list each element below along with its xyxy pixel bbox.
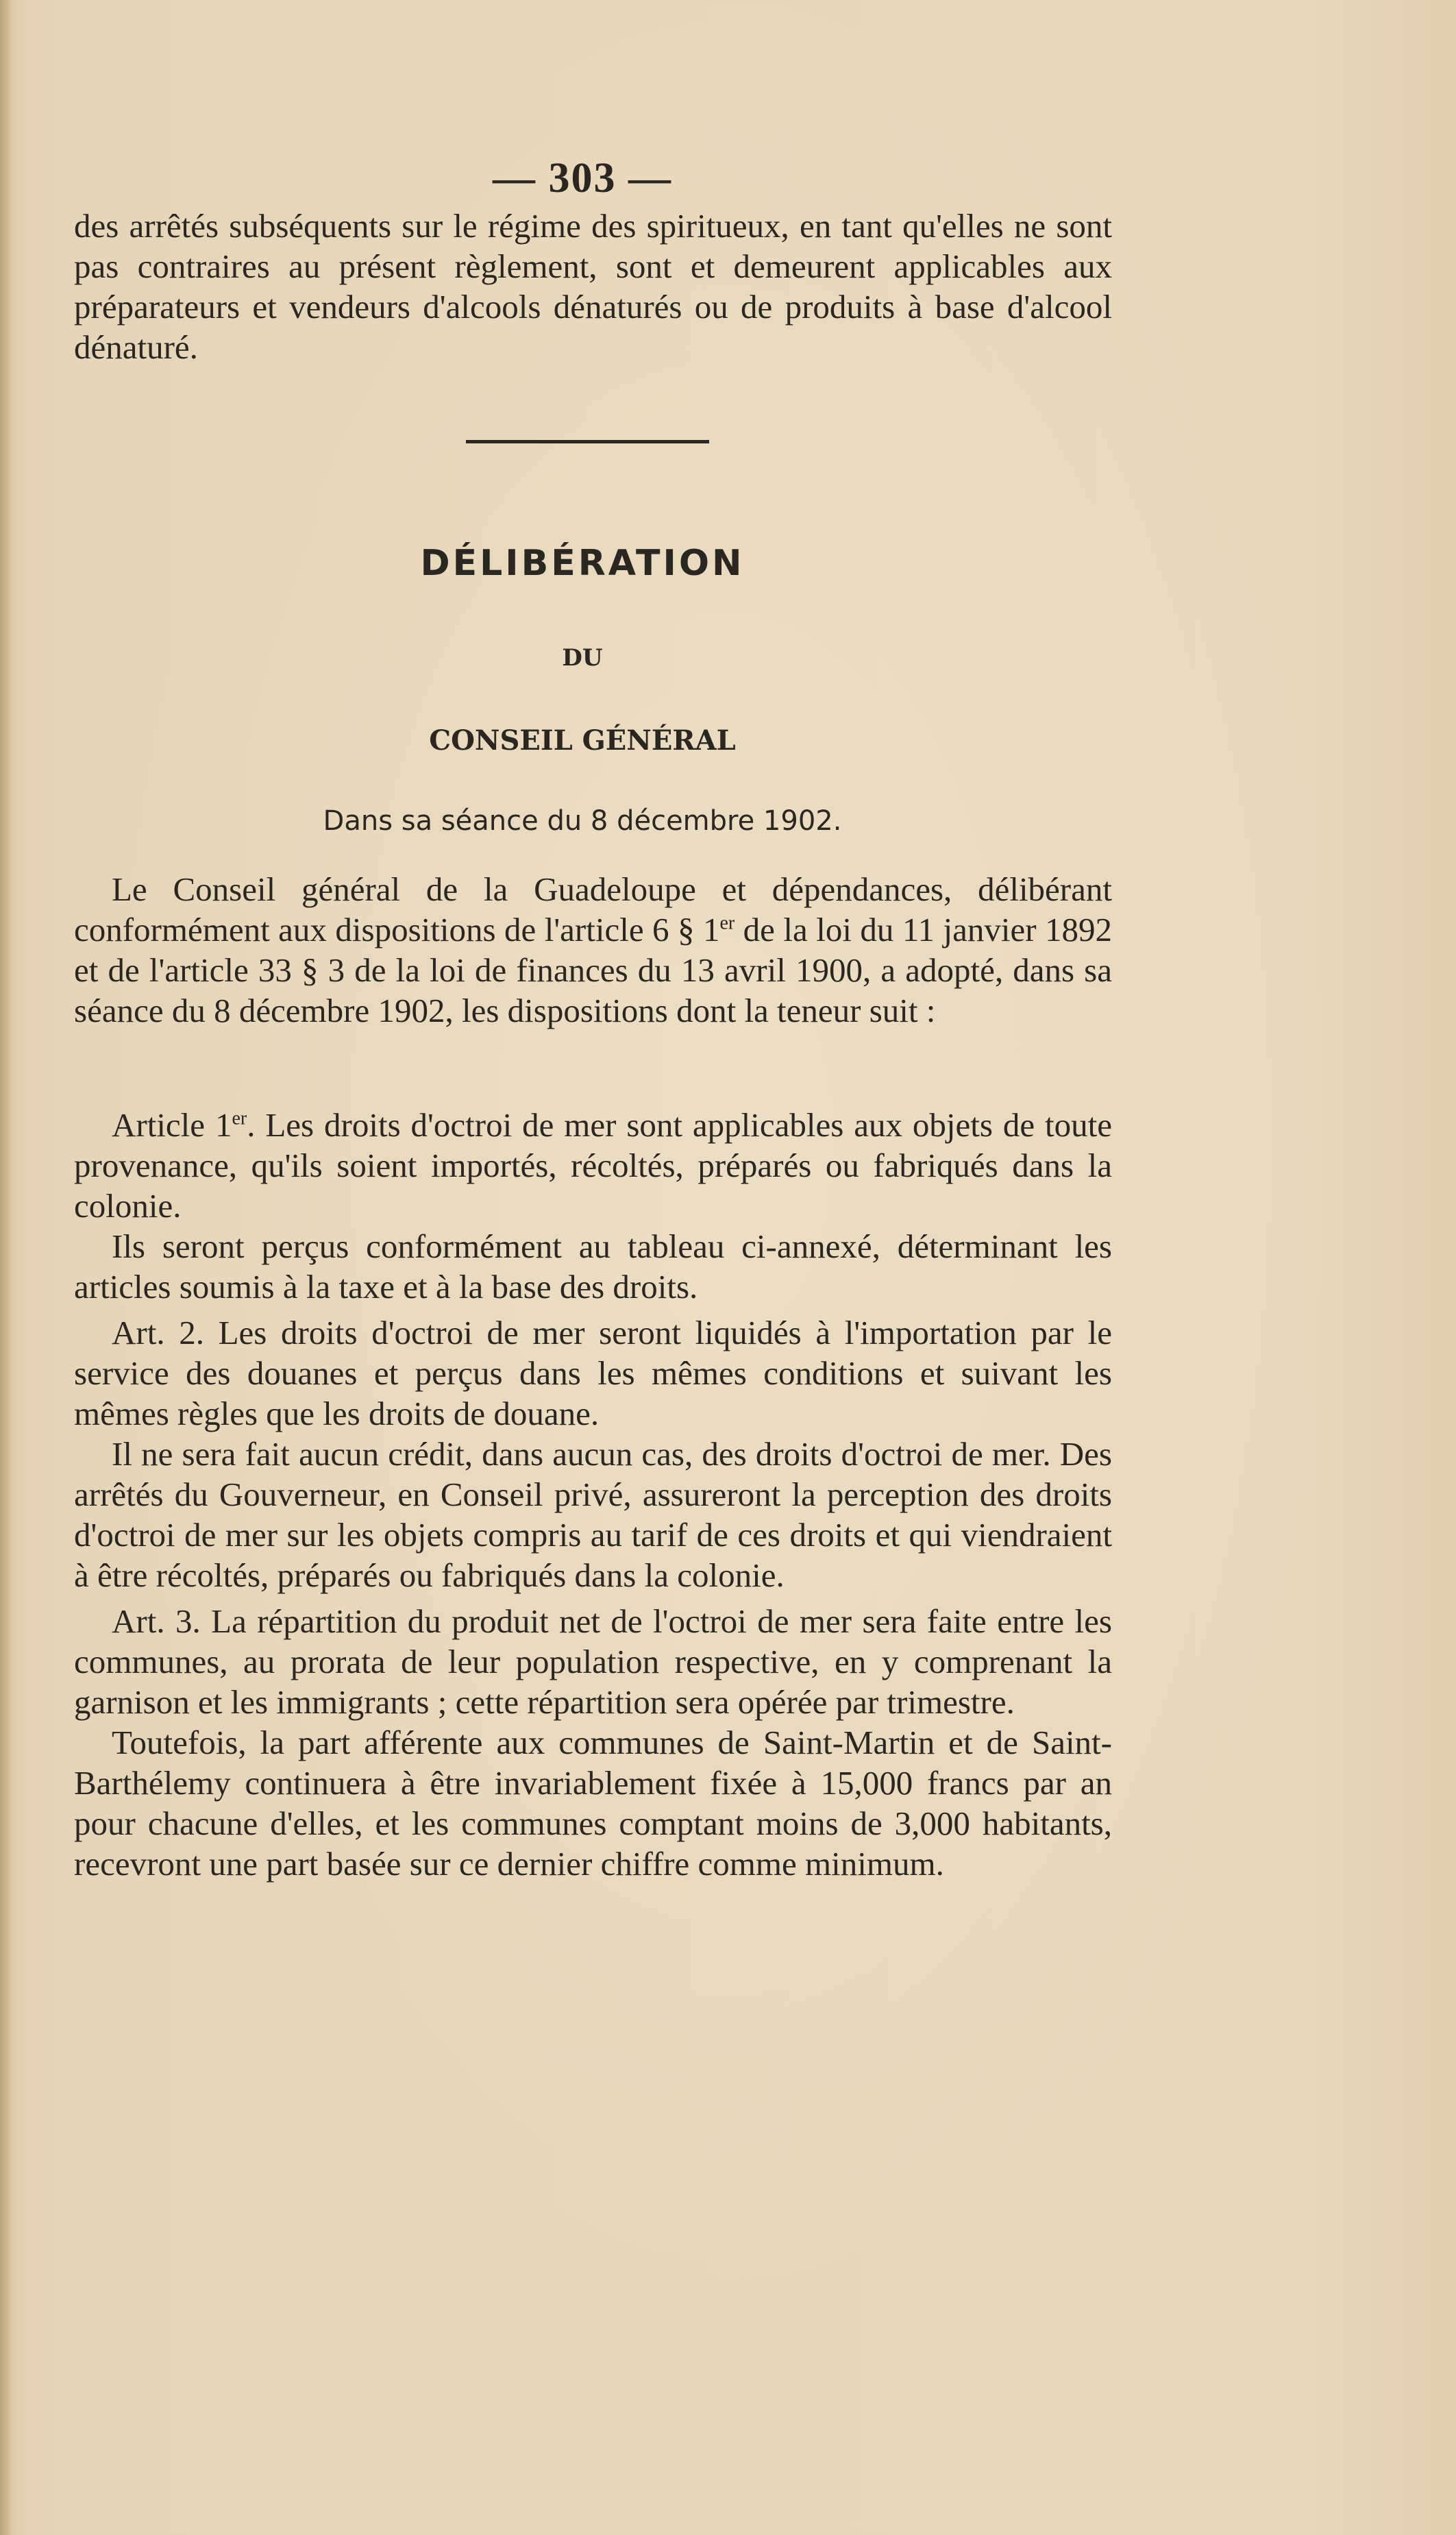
preamble-paragraph [74,869,1112,1031]
council-heading: CONSEIL GÉNÉRAL [429,724,736,757]
article-1-paragraph-2: Ils seront perçus conformément au tableau ci-annexé, déterminant les articles soumis à la taxe et à la base des droits. [74,1227,1112,1306]
section-divider [466,440,709,443]
article-2-paragraph-2: Il ne sera fait aucun crédit, dans aucun cas, des droits d'octroi de mer. Des arrêtés du Gouverneur, en Conseil privé, assureront la perception des droits d'octroi de mer sur les objets compris au tarif de ces droits et qui viendraient à être récoltés, préparés ou fabriqués dans la colonie. [74,1435,1112,1594]
continuation-paragraph: des arrêtés subséquents sur le régime des spiritueux, en tant qu'elles ne sont pas contraires au présent règlement, sont et demeurent applicables aux préparateurs et vendeurs d'alcools dénaturés ou de produits à base d'alcool dénaturé. [74,207,1112,366]
preamble-superscript: er [719,912,735,934]
deliberation-title: DÉLIBÉRATION [420,543,745,584]
article-1-label: Article 1 [112,1106,232,1144]
article-2-label: Art. 2. [112,1314,204,1351]
preamble-part2: de la loi du 11 janvier 1892 et de l'article 33 § 3 de la loi de finances du 13 avril 1900, a adopté, dans sa séance du 8 décembre 1902, les dispositions dont la teneur suit : [74,911,1112,1029]
article-1-superscript: er [232,1107,247,1129]
article-1-text: . Les droits d'octroi de mer sont applicables aux objets de toute provenance, qu'ils soient importés, récoltés, préparés ou fabriqués dans la colonie. [74,1106,1112,1225]
page-number: — 303 — [493,155,672,201]
article-3 [74,1601,1112,1722]
article-3-text: La répartition du produit net de l'octroi de mer sera faite entre les communes, au prorata de leur population respective, en y comprenant la garnison et les immigrants ; cette répartition sera opérée par trimestre. [74,1602,1112,1721]
article-2 [74,1312,1112,1434]
article-1 [74,1105,1112,1226]
preamble-part1: Le Conseil général de la Guadeloupe et dépendances, délibérant conformément aux dispositions de l'article 6 § 1 [74,870,1112,948]
article-3-label: Art. 3. [112,1602,201,1640]
articles-section [74,1105,1112,1889]
page-spine-shadow [0,0,12,2535]
session-date: Dans sa séance du 8 décembre 1902. [323,805,842,837]
heading-du: DU [562,644,603,672]
article-2-text: Les droits d'octroi de mer seront liquidés à l'importation par le service des douanes et perçus dans les mêmes conditions et suivant les mêmes règles que les droits de douane. [74,1314,1112,1432]
article-3-paragraph-2: Toutefois, la part afférente aux communes de Saint-Martin et de Saint-Barthélemy continuera à être invariablement fixée à 15,000 francs par an pour chacune d'elles, et les communes comptant moins de 3,000 habitants, recevront une part basée sur ce dernier chiffre comme minimum. [74,1724,1112,1883]
